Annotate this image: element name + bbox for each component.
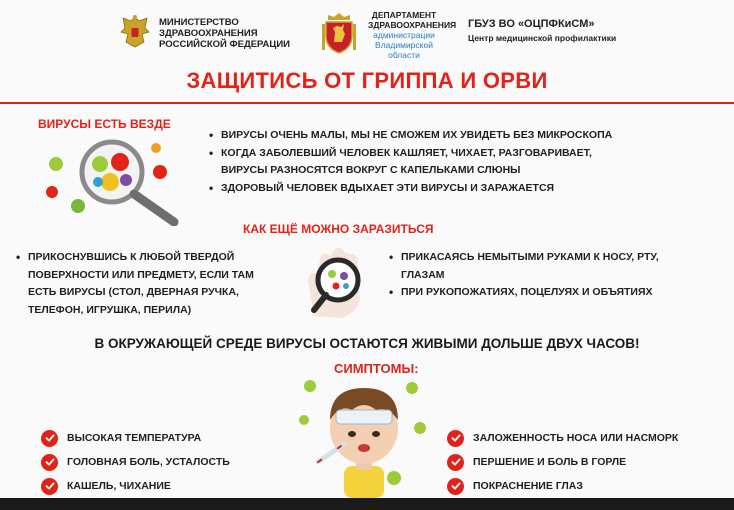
list-item: • ПРИКОСНУВШИСЬ К ЛЮБОЙ ТВЕРДОЙ ПОВЕРХНОСТИ ИЛИ ПРЕДМЕТУ, ЕСЛИ ТАМ ЕСТЬ ВИРУСЫ (СТОЛ, ДВЕРНАЯ РУЧКА, ТЕЛЕФОН, ИГРУШКА, ПЕРИЛА) bbox=[16, 249, 278, 319]
symptom-label: ПЕРШЕНИЕ И БОЛЬ В ГОРЛЕ bbox=[473, 456, 627, 468]
virus-survival-statement: В ОКРУЖАЮЩЕЙ СРЕДЕ ВИРУСЫ ОСТАЮТСЯ ЖИВЫМИ ДОЛЬШЕ ДВУХ ЧАСОВ! bbox=[94, 336, 640, 351]
list-item: • КОГДА ЗАБОЛЕВШИЙ ЧЕЛОВЕК КАШЛЯЕТ, ЧИХАЕТ, РАЗГОВАРИВАЕТ, ВИРУСЫ РАЗНОСЯТСЯ ВОКРУГ С КАПЕЛЬКАМИ СЛЮНЫ bbox=[209, 145, 619, 180]
list-item: • ВИРУСЫ ОЧЕНЬ МАЛЫ, МЫ НЕ СМОЖЕМ ИХ УВИДЕТЬ БЕЗ МИКРОСКОПА bbox=[209, 127, 619, 145]
check-icon bbox=[447, 454, 464, 471]
symptom-label: ПОКРАСНЕНИЕ ГЛАЗ bbox=[473, 480, 583, 492]
list-item: • ПРИКАСАЯСЬ НЕМЫТЫМИ РУКАМИ К НОСУ, РТУ, ГЛАЗАМ bbox=[389, 249, 689, 284]
magnifier-viruses-illustration-icon bbox=[38, 134, 194, 226]
viruses-heading: ВИРУСЫ ЕСТЬ ВЕЗДЕ bbox=[38, 117, 171, 131]
symptoms-heading: СИМПТОМЫ: bbox=[334, 361, 419, 376]
infection-list-left bbox=[16, 249, 278, 319]
symptom-label: ВЫСОКАЯ ТЕМПЕРАТУРА bbox=[67, 432, 202, 444]
magnifier-germs-icon bbox=[300, 240, 380, 324]
vladimir-region-coat-of-arms-icon bbox=[322, 12, 356, 54]
infection-list-right bbox=[389, 249, 689, 302]
symptom-label: КАШЕЛЬ, ЧИХАНИЕ bbox=[67, 480, 171, 492]
list-item bbox=[447, 474, 727, 498]
org-name: ГБУЗ ВО «ОЦПФКиСМ» bbox=[468, 18, 595, 30]
sick-child-illustration-icon bbox=[296, 366, 432, 498]
symptom-label: ГОЛОВНАЯ БОЛЬ, УСТАЛОСТЬ bbox=[67, 456, 230, 468]
list-item bbox=[41, 450, 281, 474]
list-item: • ПРИ РУКОПОЖАТИЯХ, ПОЦЕЛУЯХ И ОБЪЯТИЯХ bbox=[389, 284, 689, 302]
list-item bbox=[41, 474, 281, 498]
check-icon bbox=[41, 430, 58, 447]
check-icon bbox=[41, 454, 58, 471]
page-title: ЗАЩИТИСЬ ОТ ГРИППА И ОРВИ bbox=[186, 68, 548, 93]
list-item bbox=[447, 426, 727, 450]
list-item: • ЗДОРОВЫЙ ЧЕЛОВЕК ВДЫХАЕТ ЭТИ ВИРУСЫ И ЗАРАЖАЕТСЯ bbox=[209, 180, 619, 198]
department-name: ДЕПАРТАМЕНТ ЗДРАВООХРАНЕНИЯ администрации Владимирской области bbox=[368, 10, 457, 60]
title-divider bbox=[0, 102, 734, 104]
org-subtitle: Центр медицинской профилактики bbox=[468, 33, 617, 43]
check-icon bbox=[41, 478, 58, 495]
viruses-list bbox=[209, 127, 619, 197]
symptoms-list-left bbox=[41, 426, 281, 498]
check-icon bbox=[447, 430, 464, 447]
ministry-name: МИНИСТЕРСТВО ЗДРАВООХРАНЕНИЯ РОССИЙСКОЙ ФЕДЕРАЦИИ bbox=[159, 17, 291, 50]
symptom-label: ЗАЛОЖЕННОСТЬ НОСА ИЛИ НАСМОРК bbox=[473, 432, 679, 444]
check-icon bbox=[447, 478, 464, 495]
symptoms-list-right bbox=[447, 426, 727, 498]
scan-border bbox=[0, 498, 734, 510]
infection-heading: КАК ЕЩЁ МОЖНО ЗАРАЗИТЬСЯ bbox=[243, 222, 434, 236]
russian-eagle-emblem-icon bbox=[120, 14, 150, 50]
list-item bbox=[447, 450, 727, 474]
list-item bbox=[41, 426, 281, 450]
